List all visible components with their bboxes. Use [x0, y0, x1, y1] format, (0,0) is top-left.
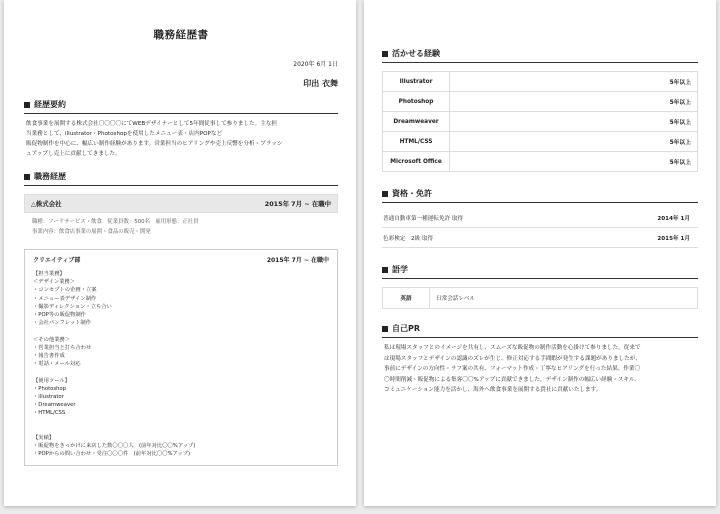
- skills-table: [382, 71, 698, 172]
- license-name: 色彩検定 2級 取得: [382, 228, 592, 248]
- page-2: [364, 0, 716, 506]
- skills-heading: 活かせる経験: [382, 48, 698, 63]
- department-name: クリエイティブ部: [33, 257, 81, 264]
- licenses-heading: 資格・免許: [382, 188, 698, 203]
- licenses-table: [382, 208, 698, 248]
- department-box: [24, 249, 338, 466]
- department-header: [33, 255, 329, 264]
- skill-name: Dreamweaver: [383, 112, 450, 132]
- pr-text: 私は現場スタッフとのイメージを共有し、スムーズな販促物の制作活動を心掛けて参りました。従来で は現場スタッフとデザインの認識のズレが生じ、修正対応する手間暇が発生する課題がありましたが、 事前にデザインの方向性・ラフ案の共有、フォーマット作成・丁寧なヒアリングを行った結果、作業〇 〇時間削減・販促物による集客〇〇%アップに貢献できました。デザイン制作の幅広い経験・スキル、 コミュニケーション能力を活かし、海外へ飲食事業を展開する貴社に貢献いたします。: [384, 345, 641, 393]
- applicant-name: 印出 衣舞: [303, 79, 338, 88]
- license-name: 普通自動車第一種運転免許 取得: [382, 208, 592, 228]
- company-meta-line2: 事業内容：飲食店事業の展開・食品の販売・開発: [32, 229, 151, 235]
- department-period: 2015年 7月 ~ 在職中: [266, 257, 329, 264]
- table-row: [383, 132, 698, 152]
- skill-years: 5年以上: [450, 112, 698, 132]
- skill-name: Microsoft Office: [383, 152, 450, 172]
- square-bullet-icon: [382, 326, 388, 332]
- company-bar: [24, 194, 338, 213]
- square-bullet-icon: [24, 102, 30, 108]
- skill-years: 5年以上: [450, 132, 698, 152]
- pr-heading: 自己PR: [382, 323, 698, 338]
- summary-text: 飲食事業を展開する株式会社〇〇〇〇にてWEBデザイナーとして5年間従事して参りました。主な担 当業務として、illustrator・Photoshopを使用したメニュー表・店内POPなど 販促物制作を中心に、幅広い制作経験があります。営業担当のヒアリングや売上反響を分析・ブラッシ ュアップし売上に貢献してきました。: [26, 121, 283, 157]
- department-details: 【担当業務】 ＜デザイン業務＞ ・コンセプトの企画・立案 ・メニュー表デザイン制作 ・撮影ディレクション・立ち合い ・POP等の販促物制作 ・会社パンフレット制作 ＜その他業務＞ ・営業担当と打ち合わせ ・報告書作成 ・電話・メール対応 【使用ツール】 ・Photoshop ・illustrator ・Dreamweaver ・HTML/CSS 【実績】 ・販促物をきっかけに来店した数〇〇〇人 (前年対比〇〇%アップ) ・POPからの問い合わせ・受注〇〇〇件 (前年対比〇〇%アップ): [33, 271, 196, 458]
- square-bullet-icon: [382, 267, 388, 273]
- square-bullet-icon: [24, 174, 30, 180]
- page-1: [4, 0, 356, 506]
- skill-years: 5年以上: [450, 72, 698, 92]
- license-date: 2015年 1月: [592, 228, 698, 248]
- language-name: 英語: [383, 288, 430, 309]
- document-date: 2020年 6月 1日: [293, 61, 338, 68]
- skill-years: 5年以上: [669, 160, 691, 166]
- table-row: [382, 228, 698, 248]
- skill-name: HTML/CSS: [383, 132, 450, 152]
- career-heading: 職務経歴: [24, 171, 338, 186]
- summary-heading: 経歴要約: [24, 99, 338, 114]
- skill-name: Photoshop: [383, 92, 450, 112]
- table-row: [383, 152, 698, 172]
- company-name: △株式会社: [31, 200, 62, 208]
- skill-name: Illustrator: [383, 72, 450, 92]
- table-row: [382, 208, 698, 228]
- language-table: [382, 287, 698, 309]
- skill-years: 5年以上: [450, 92, 698, 112]
- table-row: [383, 288, 698, 309]
- square-bullet-icon: [382, 51, 388, 57]
- table-row: [383, 112, 698, 132]
- document-title: 職務経歴書: [153, 29, 209, 41]
- license-date: 2014年 1月: [592, 208, 698, 228]
- language-heading: 語学: [382, 264, 698, 279]
- language-level: 日常会話レベル: [436, 296, 476, 302]
- table-row: [383, 92, 698, 112]
- company-period: 2015年 7月 ~ 在職中: [264, 200, 331, 208]
- company-meta-line1: 職種：フードサービス・飲食 従業員数：500名 雇用形態：正社員: [32, 219, 199, 225]
- company-meta: [24, 213, 338, 237]
- table-row: [383, 72, 698, 92]
- square-bullet-icon: [382, 191, 388, 197]
